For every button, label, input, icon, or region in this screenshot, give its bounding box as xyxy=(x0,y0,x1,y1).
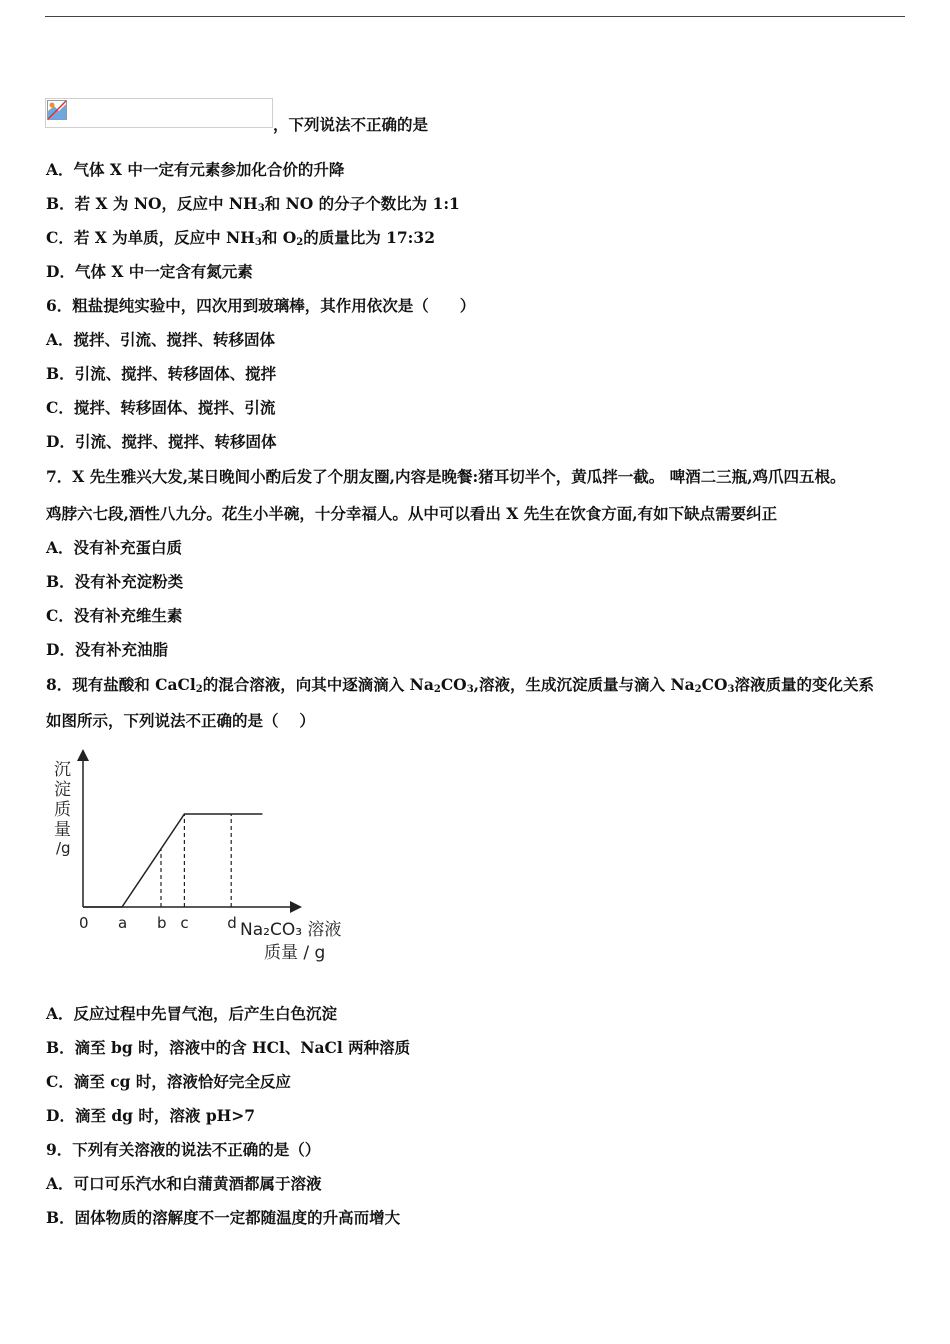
text-run: 气体 X 中一定含有氮元素 xyxy=(74,262,253,281)
option-label: C． xyxy=(46,228,74,247)
option-label: B． xyxy=(46,364,75,383)
q7-stem-line2: 鸡脖六七段,酒性八九分。花生小半碗，十分幸福人。从中可以看出 X 先生在饮食方面,有如下缺点需要纠正 xyxy=(46,504,778,523)
broken-image-placeholder xyxy=(45,98,273,128)
subscript: 2 xyxy=(433,684,441,695)
q5-option-b xyxy=(46,194,460,214)
x-axis-label-line2: 质量 / g xyxy=(264,943,326,963)
y-label-char-1: 沉 xyxy=(54,760,71,780)
y-label-char-3: 质 xyxy=(54,800,71,820)
header-rule xyxy=(45,16,905,17)
x-tick-label-d: d xyxy=(227,914,237,932)
text-run: 引流、搅拌、转移固体、搅拌 xyxy=(74,364,277,383)
option-label: C． xyxy=(46,398,74,417)
q8-option-b xyxy=(46,1038,410,1058)
option-label: C． xyxy=(46,1072,74,1091)
chart-marks xyxy=(79,814,262,932)
text-run: 和 O xyxy=(261,228,297,247)
text-run: 没有补充蛋白质 xyxy=(73,538,183,557)
subscript: 2 xyxy=(296,237,304,248)
x-tick-label-a: a xyxy=(118,914,128,932)
text-run: 溶液质量的变化关系 xyxy=(734,675,874,694)
option-label: A． xyxy=(46,538,74,557)
subscript: 3 xyxy=(254,237,262,248)
q6-option-b xyxy=(46,364,276,384)
text-run: 搅拌、引流、搅拌、转移固体 xyxy=(73,330,276,349)
text-run: 若 X 为 NO，反应中 NH xyxy=(74,194,258,213)
precipitate-mass-chart xyxy=(46,745,376,975)
x-axis-label-line1: Na₂CO₃ 溶液 xyxy=(240,920,342,940)
text-run: CO xyxy=(701,675,728,694)
q9-option-b xyxy=(46,1208,400,1228)
text-run: 引流、搅拌、搅拌、转移固体 xyxy=(74,432,277,451)
subscript: 2 xyxy=(694,684,702,695)
q8-stem-line2: 如图所示，下列说法不正确的是（ ） xyxy=(46,711,315,730)
x-tick-label-b: b xyxy=(157,914,167,932)
q5-option-d xyxy=(46,262,253,282)
series-line xyxy=(83,814,262,907)
option-label: B． xyxy=(46,194,75,213)
q7-option-a xyxy=(46,538,182,558)
y-axis-label xyxy=(54,760,71,857)
q7-option-c xyxy=(46,606,182,626)
q6-option-d xyxy=(46,432,276,452)
y-label-char-2: 淀 xyxy=(54,780,71,800)
text-run: 滴至 cg 时，溶液恰好完全反应 xyxy=(73,1072,291,1091)
text-run: 没有补充淀粉类 xyxy=(74,572,184,591)
subscript: 3 xyxy=(727,684,735,695)
y-label-char-5: /g xyxy=(56,839,71,857)
text-run: 8．现有盐酸和 CaCl xyxy=(46,675,196,694)
y-label-char-4: 量 xyxy=(54,820,71,840)
option-label: D． xyxy=(46,640,75,659)
text-run: 气体 X 中一定有元素参加化合价的升降 xyxy=(73,160,345,179)
text-run: CO xyxy=(440,675,467,694)
option-label: D． xyxy=(46,262,75,281)
q8-option-c xyxy=(46,1072,291,1092)
q5-option-c xyxy=(46,228,435,248)
q5-stem-tail: ，下列说法不正确的是 xyxy=(273,115,429,134)
text-run: 固体物质的溶解度不一定都随温度的升高而增大 xyxy=(74,1208,401,1227)
option-label: D． xyxy=(46,1106,75,1125)
q7-option-d xyxy=(46,640,168,660)
q6-option-c xyxy=(46,398,275,418)
q9-stem: 9．下列有关溶液的说法不正确的是（） xyxy=(46,1140,321,1159)
subscript: 3 xyxy=(466,684,474,695)
q6-option-a xyxy=(46,330,275,350)
text-run: 滴至 bg 时，溶液中的含 HCl、NaCl 两种溶质 xyxy=(74,1038,411,1057)
text-run: 搅拌、转移固体、搅拌、引流 xyxy=(73,398,276,417)
x-tick-label-0: 0 xyxy=(79,914,89,932)
q7-option-b xyxy=(46,572,183,592)
text-run: 和 NO 的分子个数比为 1:1 xyxy=(264,194,460,213)
text-run: 没有补充维生素 xyxy=(73,606,183,625)
option-label: B． xyxy=(46,1208,75,1227)
text-run: 的混合溶液，向其中逐滴滴入 Na xyxy=(202,675,434,694)
option-label: A． xyxy=(46,330,74,349)
q8-stem-line1 xyxy=(46,675,874,695)
option-label: A． xyxy=(46,1174,74,1193)
option-label: A． xyxy=(46,1004,74,1023)
text-run: 没有补充油脂 xyxy=(74,640,168,659)
text-run: ,溶液，生成沉淀质量与滴入 Na xyxy=(473,675,695,694)
q6-stem: 6．粗盐提纯实验中，四次用到玻璃棒，其作用依次是（ ） xyxy=(46,296,476,315)
q9-option-a xyxy=(46,1174,322,1194)
text-run: 若 X 为单质，反应中 NH xyxy=(73,228,255,247)
text-run: 的质量比为 17:32 xyxy=(303,228,435,247)
text-run: 可口可乐汽水和白蒲黄酒都属于溶液 xyxy=(73,1174,322,1193)
text-run: 滴至 dg 时，溶液 pH>7 xyxy=(74,1106,256,1125)
q7-stem-line1: 7．X 先生雅兴大发,某日晚间小酌后发了个朋友圈,内容是晚餐:猪耳切半个，黄瓜拌一截。 啤酒二三瓶,鸡爪四五根。 xyxy=(46,467,846,486)
option-label: C． xyxy=(46,606,74,625)
option-label: B． xyxy=(46,572,75,591)
option-label: A． xyxy=(46,160,74,179)
option-label: D． xyxy=(46,432,75,451)
q5-option-a xyxy=(46,160,344,180)
subscript: 3 xyxy=(257,203,265,214)
q8-option-d xyxy=(46,1106,255,1126)
option-label: B． xyxy=(46,1038,75,1057)
subscript: 2 xyxy=(195,684,203,695)
broken-image-icon xyxy=(47,100,67,120)
x-tick-label-c: c xyxy=(180,914,189,932)
q8-option-a xyxy=(46,1004,337,1024)
text-run: 反应过程中先冒气泡，后产生白色沉淀 xyxy=(73,1004,338,1023)
